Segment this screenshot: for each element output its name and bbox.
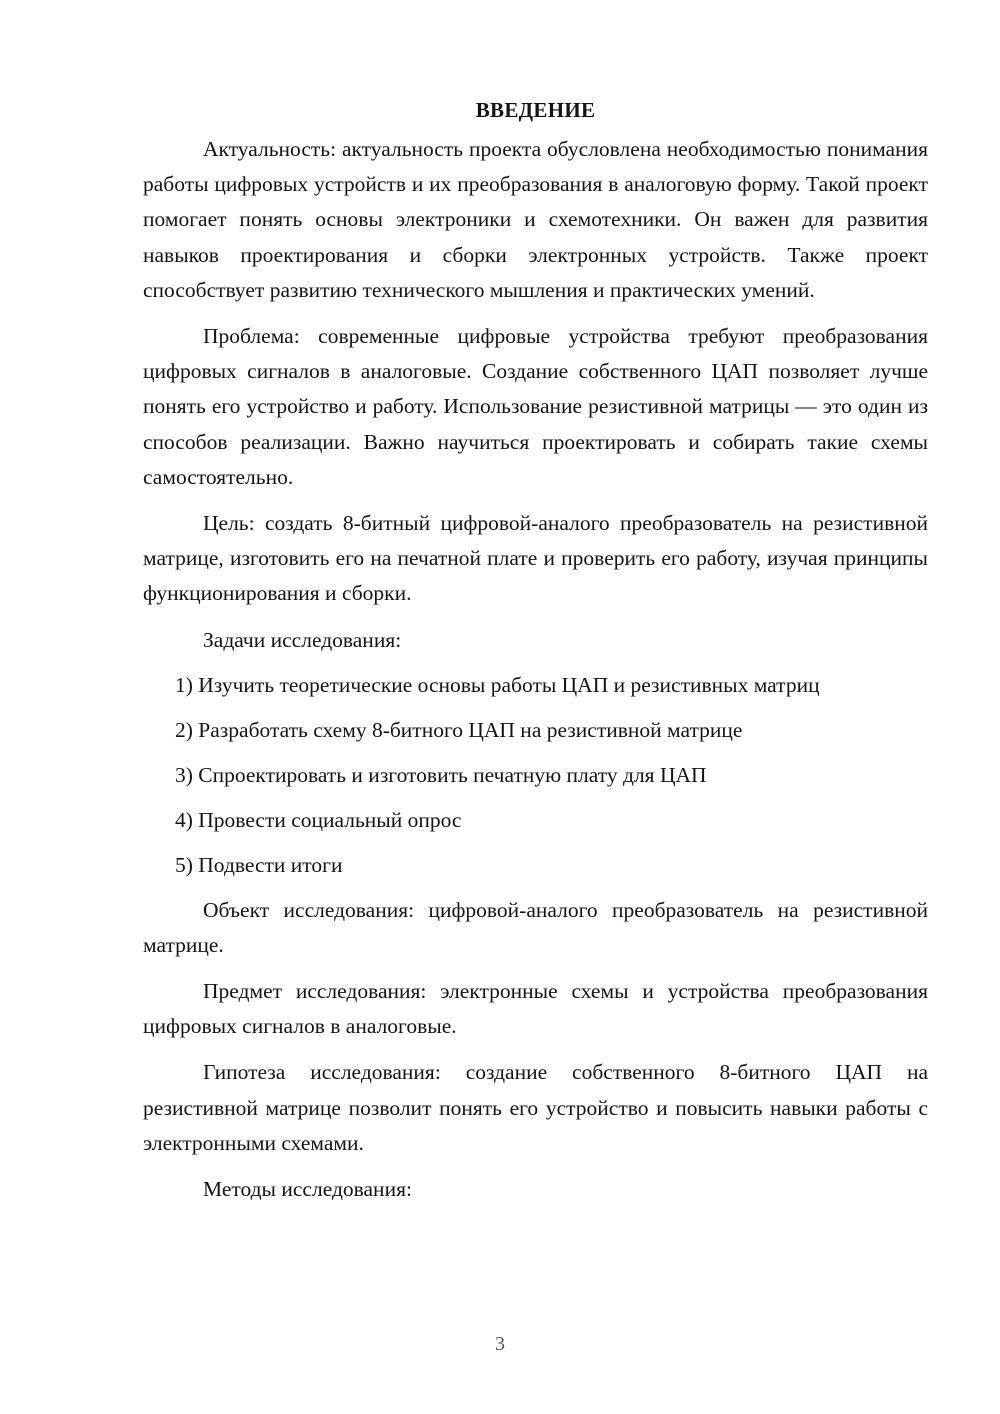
- list-item: 3) Спроектировать и изготовить печатную плату для ЦАП: [175, 762, 707, 787]
- list-item: 4) Провести социальный опрос: [175, 807, 462, 832]
- paragraph-goal: Цель: создать 8-битный цифровой-аналого преобразователь на резистивной матрице, изготовить его на печатной плате и проверить его работу, изучая принципы функционирования и сборки.: [143, 511, 928, 606]
- list-item: 5) Подвести итоги: [175, 852, 343, 877]
- tasks-heading: Задачи исследования:: [203, 627, 402, 652]
- task-list: [143, 668, 928, 883]
- paragraph-object: Объект исследования: цифровой-аналого преобразователь на резистивной матрице.: [143, 897, 928, 957]
- page-content: [143, 92, 928, 1207]
- paragraph-subject: Предмет исследования: электронные схемы и устройства преобразования цифровых сигналов в аналоговые.: [143, 979, 928, 1039]
- list-item: 1) Изучить теоретические основы работы ЦАП и резистивных матриц: [175, 672, 820, 697]
- paragraph-problem: Проблема: современные цифровые устройства требуют преобразования цифровых сигналов в аналоговые. Создание собственного ЦАП позволяет лучше понять его устройство и работу. Использование резистивной матрицы — это один из способов реализации. Важно научиться проектировать и собирать такие схемы самостоятельно.: [143, 324, 928, 489]
- list-item: 2) Разработать схему 8-битного ЦАП на резистивной матрице: [175, 717, 743, 742]
- page-number: 3: [495, 1333, 505, 1355]
- methods-heading: Методы исследования:: [203, 1177, 412, 1202]
- paragraph-hypothesis: Гипотеза исследования: создание собственного 8-битного ЦАП на резистивной матрице позволит понять его устройство и повысить навыки работы с электронными схемами.: [143, 1060, 928, 1155]
- paragraph-relevance: Актуальность: актуальность проекта обусловлена необходимостью понимания работы цифровых устройств и их преобразования в аналоговую форму. Такой проект помогает понять основы электроники и схемотехники. Он важен для развития навыков проектирования и сборки электронных устройств. Также проект способствует развитию технического мышления и практических умений.: [143, 137, 928, 302]
- page-title: ВВЕДЕНИЕ: [475, 98, 596, 122]
